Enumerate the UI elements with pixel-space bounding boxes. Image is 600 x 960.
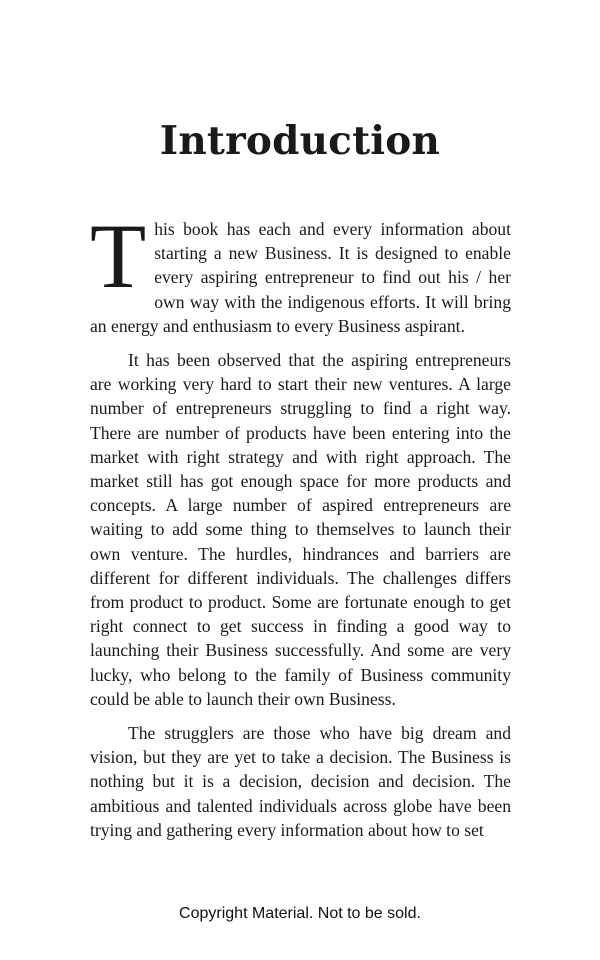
paragraph-3: The strugglers are those who have big dream and vision, but they are yet to take a decision. The Business is nothing but it is a decision, decision and decision. The ambitious and talented individuals across globe have been trying and gathering every information about how to set xyxy=(90,723,511,840)
paragraph-2: It has been observed that the aspiring entrepreneurs are working very hard to start their new ventures. A large number of entrepreneurs struggling to find a right way. There are number of products have been entering into the market with right strategy and with right approach. The market still has got enough space for more products and concepts. A large number of aspired entrepreneurs are waiting to add some thing to themselves to launch their own venture. The hurdles, hindrances and barriers are different for different individuals. The challenges differs from product to product. Some are fortunate enough to get right connect to get success in finding a good way to launching their Business successfully. And some are very lucky, who belong to the family of Business community could be able to launch their own Business. xyxy=(90,350,511,709)
paragraph-opening xyxy=(90,205,511,338)
chapter-title: Introduction xyxy=(159,118,441,164)
chapter-body xyxy=(90,205,511,852)
paragraph-opening-text: his book has each and every information about starting a new Business. It is designed to enable every aspiring entrepreneur to find out his / her own way with the indigenous efforts. It will bring an energy and enthusiasm to every Business aspirant. xyxy=(90,219,511,336)
copyright-notice: Copyright Material. Not to be sold. xyxy=(179,905,421,922)
drop-cap: T xyxy=(90,205,147,307)
